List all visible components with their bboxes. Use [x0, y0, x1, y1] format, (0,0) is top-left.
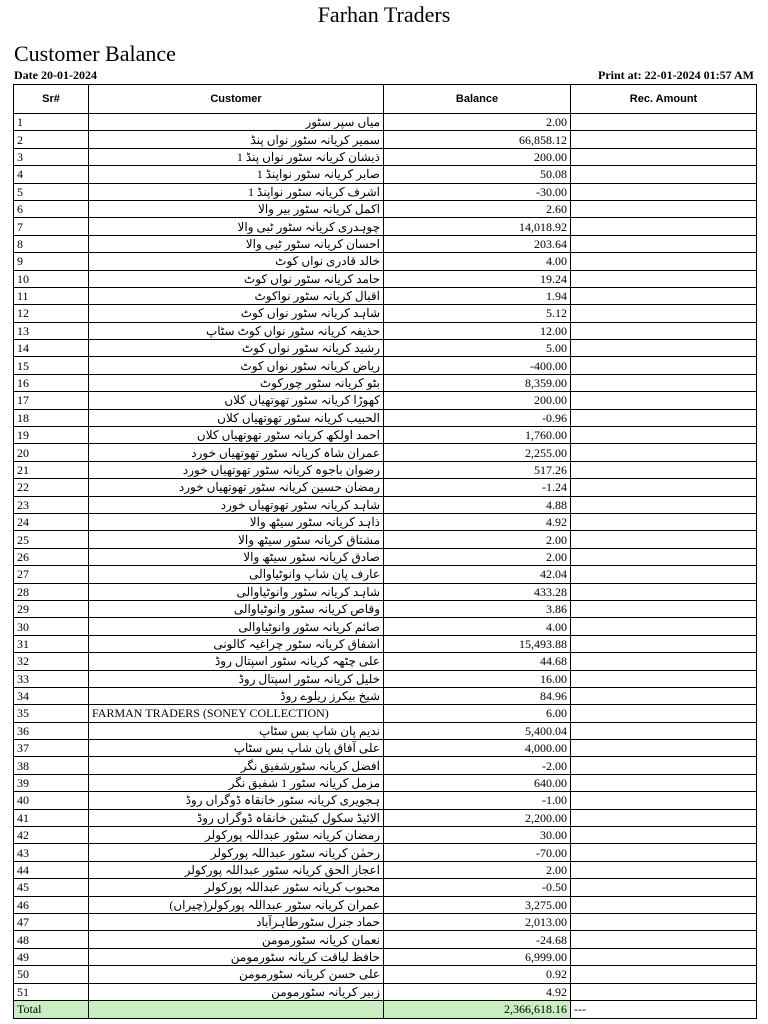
row-rec-amount [571, 200, 757, 217]
row-rec-amount [571, 879, 757, 896]
row-rec-amount [571, 479, 757, 496]
row-balance: 3,275.00 [384, 896, 571, 913]
row-sr: 3 [14, 148, 89, 165]
row-rec-amount [571, 531, 757, 548]
row-rec-amount [571, 635, 757, 652]
row-balance: 19.24 [384, 270, 571, 287]
row-sr: 32 [14, 653, 89, 670]
table-row [14, 983, 757, 1000]
row-balance: 6.00 [384, 705, 571, 722]
row-sr: 30 [14, 618, 89, 635]
row-sr: 23 [14, 496, 89, 513]
row-customer: اشفاق کریانہ سٹور چراغیہ کالونی [89, 635, 384, 652]
table-row [14, 200, 757, 217]
row-rec-amount [571, 131, 757, 148]
row-sr: 42 [14, 827, 89, 844]
row-sr: 16 [14, 374, 89, 391]
row-sr: 51 [14, 983, 89, 1000]
row-balance: 12.00 [384, 322, 571, 339]
row-sr: 40 [14, 792, 89, 809]
row-customer: علی حسن کریانہ سٹورمومن [89, 966, 384, 983]
row-balance: 6,999.00 [384, 948, 571, 965]
row-rec-amount [571, 722, 757, 739]
row-customer: عارف پان شاپ وانوٹیاوالی [89, 566, 384, 583]
table-row [14, 722, 757, 739]
row-sr: 22 [14, 479, 89, 496]
table-row [14, 966, 757, 983]
report-title: Customer Balance [14, 41, 176, 66]
row-customer: سمیر کریانہ سٹور نواں پنڈ [89, 131, 384, 148]
row-customer: الحبیب کریانہ سٹور تھوتھیاں کلاں [89, 409, 384, 426]
table-row [14, 131, 757, 148]
row-customer: ذاہد کریانہ سٹور سیٹھ والا [89, 513, 384, 530]
table-row [14, 409, 757, 426]
row-customer: اکمل کریانہ سٹور بیر والا [89, 200, 384, 217]
row-balance: -1.24 [384, 479, 571, 496]
row-balance: 1,760.00 [384, 427, 571, 444]
row-sr: 19 [14, 427, 89, 444]
row-rec-amount [571, 861, 757, 878]
table-row [14, 670, 757, 687]
row-customer: کھوڑا کریانہ سٹور تھوتھیاں کلاں [89, 392, 384, 409]
row-sr: 14 [14, 340, 89, 357]
table-row [14, 114, 757, 131]
row-rec-amount [571, 496, 757, 513]
row-balance: 14,018.92 [384, 218, 571, 235]
row-balance: 2.00 [384, 531, 571, 548]
row-sr: 39 [14, 774, 89, 791]
row-rec-amount [571, 757, 757, 774]
row-sr: 44 [14, 861, 89, 878]
row-customer: صائم کریانہ سٹور وانوٹیاوالی [89, 618, 384, 635]
row-balance: 66,858.12 [384, 131, 571, 148]
table-row [14, 948, 757, 965]
row-balance: 5,400.04 [384, 722, 571, 739]
row-customer: وقاص کریانہ سٹور وانوٹیاوالی [89, 600, 384, 617]
table-row [14, 235, 757, 252]
table-row [14, 253, 757, 270]
row-customer: عمران شاہ کریانہ سٹور تھوتھیاں خورد [89, 444, 384, 461]
row-sr: 7 [14, 218, 89, 235]
total-row [14, 1000, 757, 1018]
row-sr: 46 [14, 896, 89, 913]
row-balance: -30.00 [384, 183, 571, 200]
row-sr: 36 [14, 722, 89, 739]
row-sr: 37 [14, 740, 89, 757]
row-sr: 27 [14, 566, 89, 583]
row-balance: 2,255.00 [384, 444, 571, 461]
print-timestamp: Print at: 22-01-2024 01:57 AM [598, 68, 754, 82]
row-sr: 25 [14, 531, 89, 548]
total-label: Total [14, 1000, 89, 1018]
row-customer: ریاض کریانہ سٹور نواں کوٹ [89, 357, 384, 374]
row-customer: الائیڈ سکول کینٹین خانقاہ ڈوگراں روڈ [89, 809, 384, 826]
row-rec-amount [571, 253, 757, 270]
row-customer: زبیر کریانہ سٹورمومن [89, 983, 384, 1000]
table-row [14, 913, 757, 930]
row-balance: 517.26 [384, 461, 571, 478]
table-row [14, 879, 757, 896]
row-balance: 8,359.00 [384, 374, 571, 391]
table-row [14, 653, 757, 670]
row-balance: -1.00 [384, 792, 571, 809]
row-balance: 4.92 [384, 983, 571, 1000]
row-customer: FARMAN TRADERS (SONEY COLLECTION) [89, 705, 384, 722]
row-customer: علی چٹھہ کریانہ سٹور اسپتال روڈ [89, 653, 384, 670]
table-row [14, 218, 757, 235]
row-balance: 2.00 [384, 861, 571, 878]
row-rec-amount [571, 913, 757, 930]
row-sr: 24 [14, 513, 89, 530]
row-customer: رمضان حسین کریانہ سٹور تھوتھیاں خورد [89, 479, 384, 496]
row-sr: 50 [14, 966, 89, 983]
row-customer: اقبال کریانہ سٹور نواکوٹ [89, 287, 384, 304]
row-rec-amount [571, 287, 757, 304]
table-row [14, 287, 757, 304]
row-rec-amount [571, 305, 757, 322]
table-row [14, 844, 757, 861]
row-balance: 50.08 [384, 166, 571, 183]
row-rec-amount [571, 948, 757, 965]
row-customer: شیخ بیکرز ریلوے روڈ [89, 687, 384, 704]
column-header-balance: Balance [384, 85, 571, 114]
row-rec-amount [571, 218, 757, 235]
row-balance: 30.00 [384, 827, 571, 844]
row-rec-amount [571, 827, 757, 844]
row-sr: 35 [14, 705, 89, 722]
row-rec-amount [571, 792, 757, 809]
customer-balance-table [13, 84, 757, 1019]
row-balance: 42.04 [384, 566, 571, 583]
row-rec-amount [571, 966, 757, 983]
total-customer-cell [89, 1000, 384, 1018]
row-sr: 17 [14, 392, 89, 409]
table-row [14, 305, 757, 322]
row-rec-amount [571, 322, 757, 339]
table-row [14, 444, 757, 461]
row-customer: رضوان باجوہ کریانہ سٹور تھوتھیاں خورد [89, 461, 384, 478]
row-balance: 2.00 [384, 114, 571, 131]
table-row [14, 583, 757, 600]
row-balance: 44.68 [384, 653, 571, 670]
table-row [14, 148, 757, 165]
row-rec-amount [571, 513, 757, 530]
row-customer: خالد قادری نواں کوٹ [89, 253, 384, 270]
table-row [14, 513, 757, 530]
row-customer: ہجویری کریانہ سٹور خانقاہ ڈوگراں روڈ [89, 792, 384, 809]
row-sr: 20 [14, 444, 89, 461]
row-balance: 4,000.00 [384, 740, 571, 757]
row-customer: محبوب کریانہ سٹور عبداللہ پورکولر [89, 879, 384, 896]
row-rec-amount [571, 618, 757, 635]
row-balance: -2.00 [384, 757, 571, 774]
row-rec-amount [571, 844, 757, 861]
table-row [14, 357, 757, 374]
row-customer: چوہدری کریانہ سٹور ٹبی والا [89, 218, 384, 235]
row-sr: 12 [14, 305, 89, 322]
row-rec-amount [571, 409, 757, 426]
row-rec-amount [571, 600, 757, 617]
table-row [14, 774, 757, 791]
row-customer: احسان کریانہ سٹور ٹبی والا [89, 235, 384, 252]
company-name: Farhan Traders [317, 2, 451, 27]
row-balance: 200.00 [384, 392, 571, 409]
row-rec-amount [571, 670, 757, 687]
row-customer: حامد کریانہ سٹور نواں کوٹ [89, 270, 384, 287]
row-sr: 33 [14, 670, 89, 687]
row-customer: ندیم پان شاپ بس سٹاپ [89, 722, 384, 739]
table-row [14, 931, 757, 948]
row-sr: 8 [14, 235, 89, 252]
row-rec-amount [571, 392, 757, 409]
row-customer: رمضان کریانہ سٹور عبداللہ پورکولر [89, 827, 384, 844]
table-row [14, 548, 757, 565]
row-sr: 15 [14, 357, 89, 374]
table-row [14, 496, 757, 513]
row-rec-amount [571, 148, 757, 165]
row-sr: 5 [14, 183, 89, 200]
row-customer: صابر کریانہ سٹور نواپنڈ 1 [89, 166, 384, 183]
table-row [14, 600, 757, 617]
row-rec-amount [571, 774, 757, 791]
table-row [14, 740, 757, 757]
row-rec-amount [571, 235, 757, 252]
row-balance: -0.96 [384, 409, 571, 426]
row-customer: مشتاق کریانہ سٹور سیٹھ والا [89, 531, 384, 548]
row-rec-amount [571, 983, 757, 1000]
row-customer: افضل کریانہ سٹورشفیق نگر [89, 757, 384, 774]
row-sr: 31 [14, 635, 89, 652]
table-row [14, 183, 757, 200]
table-row [14, 809, 757, 826]
row-customer: عمران کریانہ سٹور عبداللہ پورکولر(چیراں) [89, 896, 384, 913]
row-sr: 29 [14, 600, 89, 617]
row-rec-amount [571, 461, 757, 478]
table-row [14, 618, 757, 635]
row-rec-amount [571, 566, 757, 583]
row-balance: -24.68 [384, 931, 571, 948]
table-row [14, 270, 757, 287]
table-row [14, 687, 757, 704]
row-balance: 4.00 [384, 618, 571, 635]
row-balance: 2,013.00 [384, 913, 571, 930]
row-sr: 41 [14, 809, 89, 826]
row-balance: 2.00 [384, 548, 571, 565]
row-sr: 18 [14, 409, 89, 426]
row-sr: 1 [14, 114, 89, 131]
row-sr: 38 [14, 757, 89, 774]
row-customer: شاہد کریانہ سٹور تھوتھیاں خورد [89, 496, 384, 513]
row-rec-amount [571, 931, 757, 948]
column-header-rec-amount: Rec. Amount [571, 85, 757, 114]
row-customer: رحمٰن کریانہ سٹور عبداللہ پورکولر [89, 844, 384, 861]
table-row [14, 896, 757, 913]
row-balance: -70.00 [384, 844, 571, 861]
row-sr: 26 [14, 548, 89, 565]
row-balance: 5.00 [384, 340, 571, 357]
row-balance: 640.00 [384, 774, 571, 791]
row-sr: 49 [14, 948, 89, 965]
row-sr: 28 [14, 583, 89, 600]
row-sr: 4 [14, 166, 89, 183]
row-customer: حافظ لیاقت کریانہ سٹورمومن [89, 948, 384, 965]
row-customer: خلیل کریانہ سٹور اسپتال روڈ [89, 670, 384, 687]
row-sr: 45 [14, 879, 89, 896]
row-rec-amount [571, 114, 757, 131]
row-rec-amount [571, 374, 757, 391]
table-row [14, 392, 757, 409]
table-row [14, 531, 757, 548]
row-balance: 2,200.00 [384, 809, 571, 826]
table-row [14, 827, 757, 844]
row-customer: شاہد کریانہ سٹور وانوٹیاوالی [89, 583, 384, 600]
row-balance: 2.60 [384, 200, 571, 217]
row-customer: اعجاز الحق کریانہ سٹور عبداللہ پورکولر [89, 861, 384, 878]
row-balance: 3.86 [384, 600, 571, 617]
row-balance: 200.00 [384, 148, 571, 165]
row-balance: 433.28 [384, 583, 571, 600]
row-rec-amount [571, 166, 757, 183]
row-sr: 2 [14, 131, 89, 148]
report-date: Date 20-01-2024 [14, 68, 97, 82]
row-rec-amount [571, 270, 757, 287]
table-row [14, 340, 757, 357]
row-customer: میاں سپر سٹور [89, 114, 384, 131]
row-customer: احمد اولکھ کریانہ سٹور تھوتھیاں کلاں [89, 427, 384, 444]
row-balance: 16.00 [384, 670, 571, 687]
row-balance: 4.88 [384, 496, 571, 513]
row-balance: 4.00 [384, 253, 571, 270]
row-customer: رشید کریانہ سٹور نواں کوٹ [89, 340, 384, 357]
row-balance: -0.50 [384, 879, 571, 896]
table-row [14, 427, 757, 444]
row-sr: 43 [14, 844, 89, 861]
table-row [14, 322, 757, 339]
row-customer: اشرف کریانہ سٹور نواپنڈ 1 [89, 183, 384, 200]
row-balance: 5.12 [384, 305, 571, 322]
row-rec-amount [571, 548, 757, 565]
table-row [14, 374, 757, 391]
table-header-row [14, 85, 757, 114]
row-rec-amount [571, 340, 757, 357]
table-row [14, 861, 757, 878]
row-customer: صادق کریانہ سٹور سیٹھ والا [89, 548, 384, 565]
table-row [14, 757, 757, 774]
row-sr: 11 [14, 287, 89, 304]
row-customer: مزمل کریانہ سٹور 1 شفیق نگر [89, 774, 384, 791]
row-balance: 0.92 [384, 966, 571, 983]
table-row [14, 635, 757, 652]
row-rec-amount [571, 357, 757, 374]
row-rec-amount [571, 427, 757, 444]
row-balance: 203.64 [384, 235, 571, 252]
row-sr: 21 [14, 461, 89, 478]
row-balance: 15,493.88 [384, 635, 571, 652]
row-sr: 34 [14, 687, 89, 704]
row-rec-amount [571, 687, 757, 704]
row-customer: حماد جنرل سٹورطاہرآباد [89, 913, 384, 930]
row-customer: شاہد کریانہ سٹور نواں کوٹ [89, 305, 384, 322]
row-rec-amount [571, 583, 757, 600]
column-header-sr: Sr# [14, 85, 89, 114]
table-row [14, 705, 757, 722]
table-body [14, 114, 757, 1001]
row-rec-amount [571, 705, 757, 722]
table-row [14, 461, 757, 478]
row-balance: 1.94 [384, 287, 571, 304]
row-sr: 13 [14, 322, 89, 339]
row-customer: حذیفہ کریانہ سٹور نواں کوٹ سٹاپ [89, 322, 384, 339]
row-customer: ذیشان کریانہ سٹور نواں پنڈ 1 [89, 148, 384, 165]
row-sr: 9 [14, 253, 89, 270]
row-sr: 48 [14, 931, 89, 948]
row-balance: -400.00 [384, 357, 571, 374]
row-sr: 6 [14, 200, 89, 217]
table-row [14, 479, 757, 496]
row-rec-amount [571, 653, 757, 670]
row-customer: نعمان کریانہ سٹورمومن [89, 931, 384, 948]
table-row [14, 566, 757, 583]
row-sr: 10 [14, 270, 89, 287]
row-balance: 84.96 [384, 687, 571, 704]
total-balance: 2,366,618.16 [384, 1000, 571, 1018]
row-rec-amount [571, 740, 757, 757]
row-balance: 4.92 [384, 513, 571, 530]
table-row [14, 792, 757, 809]
row-customer: بٹو کریانہ سٹور چورکوٹ [89, 374, 384, 391]
row-rec-amount [571, 809, 757, 826]
row-rec-amount [571, 444, 757, 461]
row-sr: 47 [14, 913, 89, 930]
row-rec-amount [571, 896, 757, 913]
column-header-customer: Customer [89, 85, 384, 114]
table-row [14, 166, 757, 183]
row-customer: علی آفاق پان شاپ بس سٹاپ [89, 740, 384, 757]
total-rec-amount: --- [571, 1000, 757, 1018]
row-rec-amount [571, 183, 757, 200]
